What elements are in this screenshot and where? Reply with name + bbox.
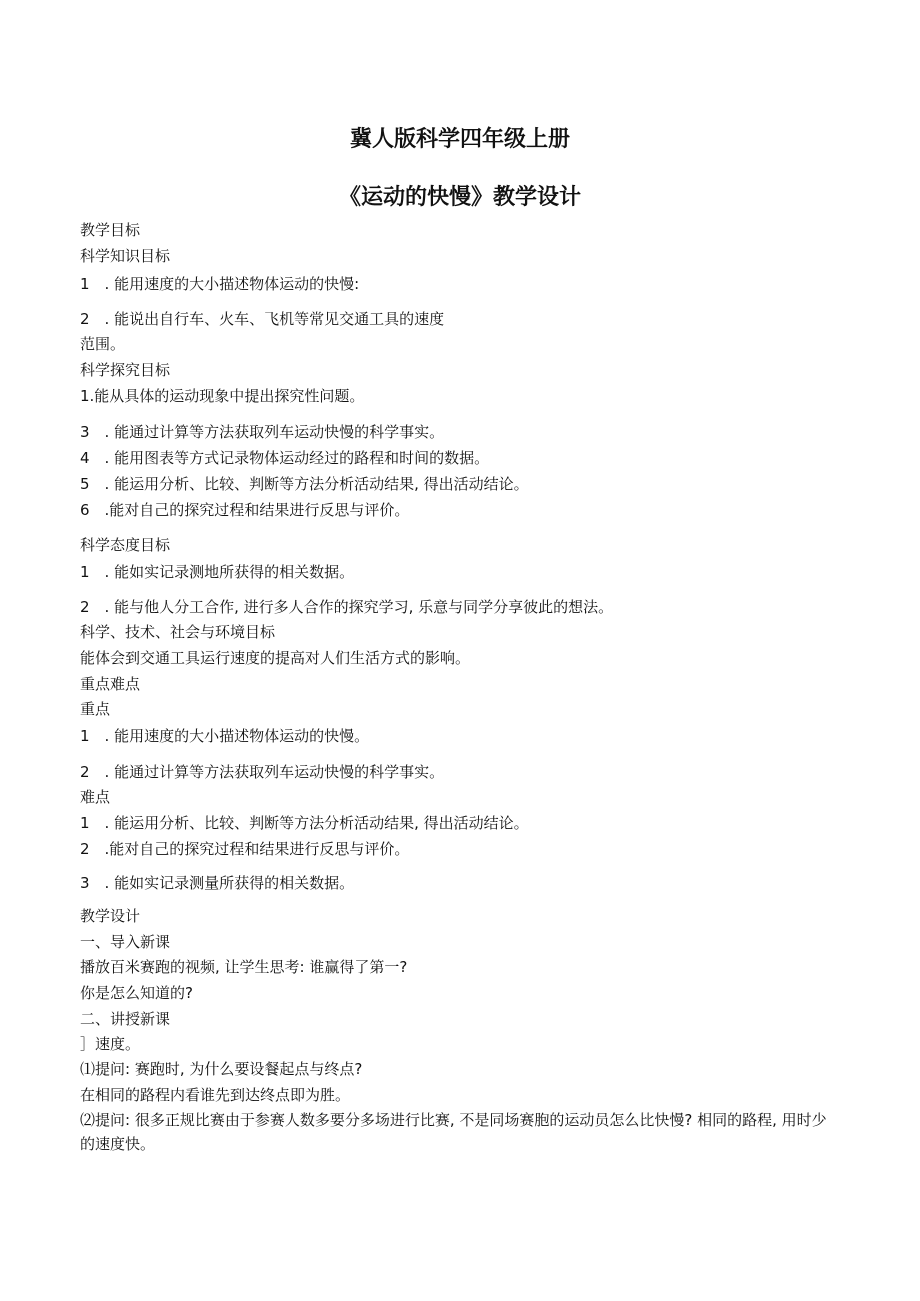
text-line: 你是怎么知道的? [80, 984, 193, 1002]
subsection-heading: 科学探究目标 [80, 361, 171, 379]
list-item: 4 . 能用图表等方式记录物体运动经过的路程和时间的数据。 [80, 449, 490, 467]
section-heading: 教学目标 [80, 221, 141, 239]
list-item: 3 . 能通过计算等方法获取列车运动快慢的科学事实。 [80, 423, 445, 441]
text-line: 播放百米赛跑的视频, 让学生思考: 谁赢得了第一? [80, 958, 408, 976]
subsection-heading: 二、讲授新课 [80, 1010, 171, 1028]
list-item: 1 . 能用速度的大小描述物体运动的快慢: [80, 275, 360, 293]
text-line: ⑴提问: 赛跑时, 为什么要设餐起点与终点? [80, 1060, 363, 1078]
list-item: 3 . 能如实记录测量所获得的相关数据。 [80, 874, 355, 892]
text-line: 范围。 [80, 335, 126, 353]
document-title: 冀人版科学四年级上册 [349, 127, 570, 152]
subsection-heading: 科学知识目标 [80, 247, 171, 265]
text-paragraph: ⑵提问: 很多正规比赛由于参赛人数多要分多场进行比赛, 不是同场赛胞的运动员怎么比快慢? 相同的路程, 用时少的速度快。 [80, 1111, 827, 1153]
list-item: 1 . 能用速度的大小描述物体运动的快慢。 [80, 727, 370, 745]
subsection-heading: 一、导入新课 [80, 933, 171, 951]
list-item: 5 . 能运用分析、比较、判断等方法分析活动结果, 得出活动结论。 [80, 475, 529, 493]
subsection-heading: 难点 [80, 788, 111, 806]
subsection-heading: 科学、技术、社会与环境目标 [80, 623, 276, 641]
text-line: 在相同的路程内看谁先到达终点即为胜。 [80, 1086, 351, 1104]
text-line: 能体会到交通工具运行速度的提高对人们生活方式的影响。 [80, 649, 471, 667]
list-item: 6 .能对自己的探究过程和结果进行反思与评价。 [80, 501, 410, 519]
list-item: 2 . 能与他人分工合作, 进行多人合作的探究学习, 乐意与同学分享彼此的想法。 [80, 598, 614, 616]
text-line: ］速度。 [80, 1035, 141, 1053]
section-heading: 重点难点 [80, 675, 141, 693]
list-item: 2 . 能说出自行车、火车、飞机等常见交通工具的速度 [80, 310, 445, 328]
section-heading: 教学设计 [80, 907, 141, 925]
subsection-heading: 重点 [80, 700, 111, 718]
list-item: 1 . 能如实记录测地所获得的相关数据。 [80, 563, 355, 581]
list-item: 1 . 能运用分析、比较、判断等方法分析活动结果, 得出活动结论。 [80, 814, 529, 832]
list-item: 1.能从具体的运动现象中提出探究性问题。 [80, 387, 365, 405]
list-item: 2 .能对自己的探究过程和结果进行反思与评价。 [80, 840, 410, 858]
document-subtitle: 《运动的快慢》教学设计 [338, 185, 581, 210]
list-item: 2 . 能通过计算等方法获取列车运动快慢的科学事实。 [80, 763, 445, 781]
subsection-heading: 科学态度目标 [80, 536, 171, 554]
